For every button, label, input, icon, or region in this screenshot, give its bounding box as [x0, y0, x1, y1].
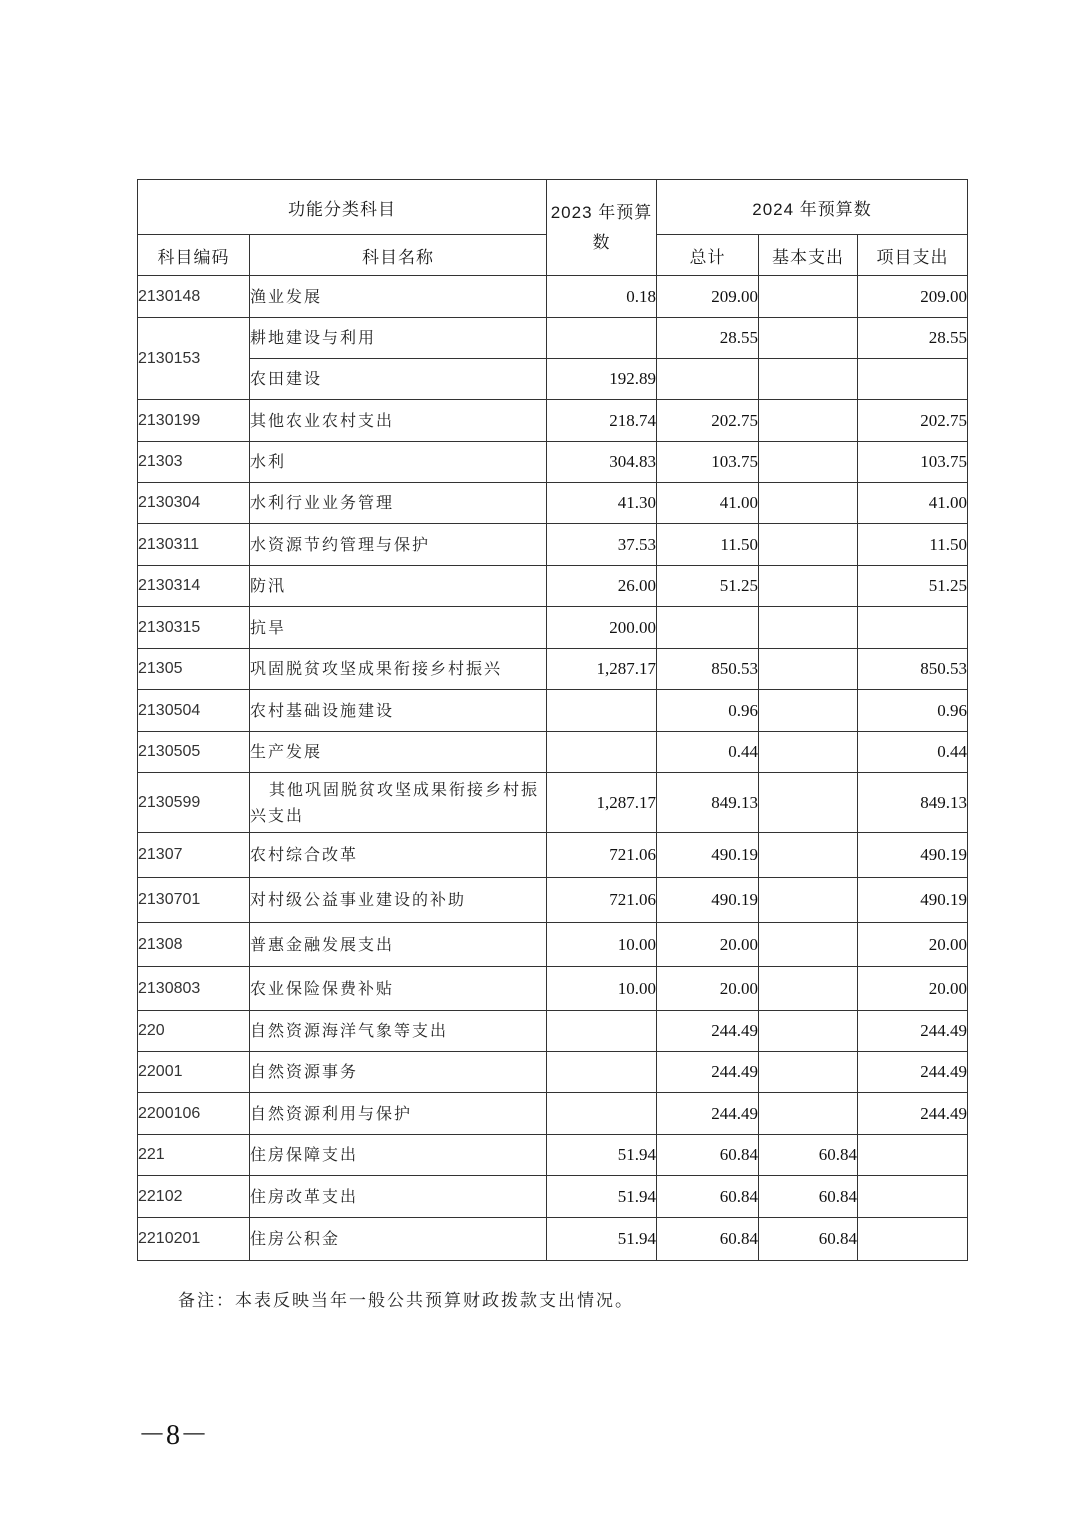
- budget-2024-project: 244.49: [858, 1011, 968, 1052]
- budget-2023: 218.74: [547, 400, 657, 442]
- budget-2024-basic: 60.84: [759, 1135, 858, 1176]
- table-row: [138, 1011, 968, 1052]
- budget-2023: 192.89: [547, 359, 657, 400]
- subject-name: 自然资源海洋气象等支出: [250, 1011, 547, 1052]
- table-row: [138, 483, 968, 524]
- budget-2024-basic: [759, 400, 858, 442]
- budget-2024-total: 60.84: [657, 1135, 759, 1176]
- budget-2024-basic: 60.84: [759, 1176, 858, 1218]
- budget-2024-total: 11.50: [657, 524, 759, 566]
- budget-2024-basic: [759, 524, 858, 566]
- page-number: －8－: [138, 1420, 209, 1451]
- budget-2024-basic: [759, 732, 858, 773]
- budget-2024-total: 849.13: [657, 773, 759, 833]
- table-row: [138, 1093, 968, 1135]
- budget-2024-project: 202.75: [858, 400, 968, 442]
- subject-name: 农业保险保费补贴: [250, 967, 547, 1011]
- budget-2024-total: [657, 607, 759, 649]
- budget-2024-total: 20.00: [657, 923, 759, 967]
- budget-2023: 26.00: [547, 566, 657, 607]
- budget-2024-basic: [759, 1093, 858, 1135]
- table-row: [138, 442, 968, 483]
- subject-name: 生产发展: [250, 732, 547, 773]
- subject-name: 其他巩固脱贫攻坚成果衔接乡村振兴支出: [250, 773, 547, 833]
- budget-2024-basic: 60.84: [759, 1218, 858, 1261]
- budget-2024-project: 490.19: [858, 833, 968, 878]
- subject-name: 耕地建设与利用: [250, 318, 547, 359]
- budget-2024-project: [858, 1135, 968, 1176]
- table-row: [138, 359, 968, 400]
- budget-2023: 200.00: [547, 607, 657, 649]
- budget-2024-basic: [759, 1052, 858, 1093]
- budget-2023: 41.30: [547, 483, 657, 524]
- header-2023-budget: 2023 年预算数: [547, 180, 657, 276]
- budget-2024-project: [858, 359, 968, 400]
- budget-2024-basic: [759, 833, 858, 878]
- budget-2024-basic: [759, 1011, 858, 1052]
- subject-code: 22001: [138, 1052, 250, 1093]
- budget-2023: [547, 732, 657, 773]
- budget-2023: [547, 1052, 657, 1093]
- budget-2024-project: 849.13: [858, 773, 968, 833]
- budget-2024-project: 41.00: [858, 483, 968, 524]
- budget-2024-total: 60.84: [657, 1218, 759, 1261]
- budget-2024-total: 490.19: [657, 833, 759, 878]
- budget-2024-project: [858, 1218, 968, 1261]
- budget-2024-total: 0.96: [657, 690, 759, 732]
- budget-2024-project: 11.50: [858, 524, 968, 566]
- subject-code: 2210201: [138, 1218, 250, 1261]
- budget-2024-total: 20.00: [657, 967, 759, 1011]
- subject-name: 其他农业农村支出: [250, 400, 547, 442]
- budget-2024-total: 244.49: [657, 1052, 759, 1093]
- subject-code: 221: [138, 1135, 250, 1176]
- budget-2024-total: 209.00: [657, 276, 759, 318]
- header-project-expenditure: 项目支出: [858, 235, 968, 276]
- subject-name: 住房保障支出: [250, 1135, 547, 1176]
- budget-2024-project: 244.49: [858, 1052, 968, 1093]
- subject-code: 2130153: [138, 318, 250, 400]
- header-basic-expenditure: 基本支出: [759, 235, 858, 276]
- budget-2023: [547, 1011, 657, 1052]
- subject-name: 对村级公益事业建设的补助: [250, 878, 547, 923]
- subject-name: 农村综合改革: [250, 833, 547, 878]
- budget-2024-project: 103.75: [858, 442, 968, 483]
- budget-2024-total: 41.00: [657, 483, 759, 524]
- budget-2024-project: 850.53: [858, 649, 968, 690]
- budget-2023: [547, 690, 657, 732]
- header-total: 总计: [657, 235, 759, 276]
- header-2024-budget: 2024 年预算数: [657, 180, 968, 235]
- budget-2024-basic: [759, 276, 858, 318]
- table-row: [138, 1218, 968, 1261]
- table-row: [138, 649, 968, 690]
- budget-2024-project: 490.19: [858, 878, 968, 923]
- budget-2024-total: 850.53: [657, 649, 759, 690]
- table-row: [138, 732, 968, 773]
- subject-name: 防汛: [250, 566, 547, 607]
- budget-2024-total: 490.19: [657, 878, 759, 923]
- budget-2024-project: 51.25: [858, 566, 968, 607]
- budget-2024-project: 20.00: [858, 967, 968, 1011]
- table-row: [138, 318, 968, 359]
- budget-2023: 721.06: [547, 878, 657, 923]
- budget-2023: 10.00: [547, 923, 657, 967]
- budget-2024-project: 244.49: [858, 1093, 968, 1135]
- table-note: 备注：本表反映当年一般公共预算财政拨款支出情况。: [178, 1291, 634, 1311]
- budget-2023: 51.94: [547, 1135, 657, 1176]
- budget-2024-basic: [759, 359, 858, 400]
- table-row: [138, 1135, 968, 1176]
- budget-2024-total: 0.44: [657, 732, 759, 773]
- budget-2023: [547, 1093, 657, 1135]
- subject-name: 农村基础设施建设: [250, 690, 547, 732]
- budget-2023: 51.94: [547, 1176, 657, 1218]
- subject-code: 2130505: [138, 732, 250, 773]
- subject-name: 水利: [250, 442, 547, 483]
- budget-2024-project: 0.96: [858, 690, 968, 732]
- budget-2023: 1,287.17: [547, 649, 657, 690]
- budget-2024-total: 28.55: [657, 318, 759, 359]
- budget-2023: 37.53: [547, 524, 657, 566]
- subject-name: 农田建设: [250, 359, 547, 400]
- subject-name: 巩固脱贫攻坚成果衔接乡村振兴: [250, 649, 547, 690]
- budget-2024-basic: [759, 967, 858, 1011]
- table-row: [138, 1052, 968, 1093]
- subject-code: 2130314: [138, 566, 250, 607]
- subject-name: 渔业发展: [250, 276, 547, 318]
- subject-code: 22102: [138, 1176, 250, 1218]
- subject-name: 自然资源事务: [250, 1052, 547, 1093]
- budget-2024-total: 60.84: [657, 1176, 759, 1218]
- table-row: [138, 400, 968, 442]
- subject-name: 水利行业业务管理: [250, 483, 547, 524]
- budget-2023: 10.00: [547, 967, 657, 1011]
- budget-2024-project: 209.00: [858, 276, 968, 318]
- subject-code: 2130148: [138, 276, 250, 318]
- table-row: [138, 566, 968, 607]
- subject-code: 2130599: [138, 773, 250, 833]
- subject-name: 自然资源利用与保护: [250, 1093, 547, 1135]
- subject-code: 2130701: [138, 878, 250, 923]
- budget-2024-total: 202.75: [657, 400, 759, 442]
- subject-code: 220: [138, 1011, 250, 1052]
- subject-name: 水资源节约管理与保护: [250, 524, 547, 566]
- budget-2024-project: 20.00: [858, 923, 968, 967]
- subject-code: 21308: [138, 923, 250, 967]
- subject-code: 2130315: [138, 607, 250, 649]
- table-row: [138, 276, 968, 318]
- table-row: [138, 773, 968, 833]
- table-row: [138, 1176, 968, 1218]
- budget-2024-basic: [759, 607, 858, 649]
- table-row: [138, 524, 968, 566]
- budget-2023: 304.83: [547, 442, 657, 483]
- table-row: [138, 607, 968, 649]
- budget-2024-basic: [759, 923, 858, 967]
- table-row: [138, 690, 968, 732]
- budget-2024-total: 244.49: [657, 1093, 759, 1135]
- budget-2024-basic: [759, 878, 858, 923]
- budget-2024-total: [657, 359, 759, 400]
- subject-name: 住房公积金: [250, 1218, 547, 1261]
- budget-2024-basic: [759, 483, 858, 524]
- budget-table: [137, 179, 968, 1261]
- budget-2024-project: [858, 1176, 968, 1218]
- budget-2024-total: 244.49: [657, 1011, 759, 1052]
- budget-2024-basic: [759, 690, 858, 732]
- budget-2023: 1,287.17: [547, 773, 657, 833]
- budget-2024-total: 51.25: [657, 566, 759, 607]
- budget-2023: 0.18: [547, 276, 657, 318]
- budget-2024-basic: [759, 318, 858, 359]
- subject-code: 2130803: [138, 967, 250, 1011]
- header-subject-code: 科目编码: [138, 235, 250, 276]
- subject-code: 21305: [138, 649, 250, 690]
- budget-2024-project: [858, 607, 968, 649]
- table-row: [138, 878, 968, 923]
- subject-name: 普惠金融发展支出: [250, 923, 547, 967]
- budget-2024-basic: [759, 649, 858, 690]
- header-subject-name: 科目名称: [250, 235, 547, 276]
- budget-2024-total: 103.75: [657, 442, 759, 483]
- budget-2023: 721.06: [547, 833, 657, 878]
- subject-code: 2130311: [138, 524, 250, 566]
- budget-2023: [547, 318, 657, 359]
- budget-2024-basic: [759, 442, 858, 483]
- budget-2024-basic: [759, 566, 858, 607]
- subject-name: 抗旱: [250, 607, 547, 649]
- budget-2024-basic: [759, 773, 858, 833]
- subject-code: 21307: [138, 833, 250, 878]
- subject-code: 2200106: [138, 1093, 250, 1135]
- table-row: [138, 923, 968, 967]
- subject-code: 2130504: [138, 690, 250, 732]
- budget-2024-project: 0.44: [858, 732, 968, 773]
- table-row: [138, 833, 968, 878]
- subject-code: 2130199: [138, 400, 250, 442]
- subject-name: 住房改革支出: [250, 1176, 547, 1218]
- subject-code: 21303: [138, 442, 250, 483]
- header-functional-classification: 功能分类科目: [138, 180, 547, 235]
- budget-2024-project: 28.55: [858, 318, 968, 359]
- table-row: [138, 967, 968, 1011]
- subject-code: 2130304: [138, 483, 250, 524]
- budget-2023: 51.94: [547, 1218, 657, 1261]
